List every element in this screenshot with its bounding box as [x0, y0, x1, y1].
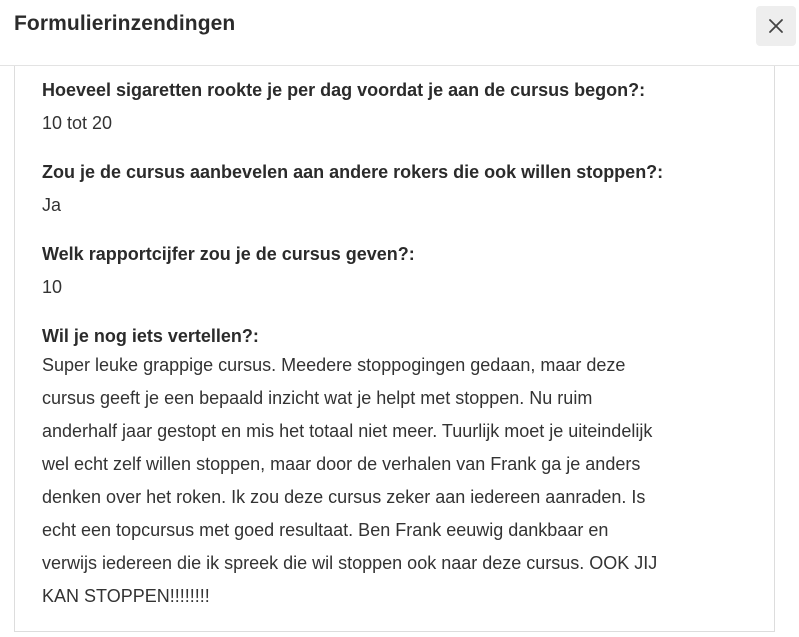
close-button[interactable]	[756, 6, 796, 46]
submission-item	[42, 160, 742, 218]
close-icon	[768, 18, 784, 34]
modal-header	[0, 0, 799, 66]
modal-title: Formulierinzendingen	[14, 12, 236, 35]
answer-value: 10	[42, 277, 63, 297]
question-label: Zou je de cursus aanbevelen aan andere rokers die ook willen stoppen?:	[42, 162, 664, 182]
submission-item	[42, 78, 742, 136]
submission-item	[42, 242, 742, 300]
question-label: Hoeveel sigaretten rookte je per dag voordat je aan de cursus begon?:	[42, 80, 646, 100]
answer-value: Ja	[42, 195, 62, 215]
question-label: Wil je nog iets vertellen?:	[42, 326, 259, 346]
answer-value: Super leuke grappige cursus. Meedere stoppogingen gedaan, maar deze cursus geeft je een bepaald inzicht wat je helpt met stoppen. Nu ruim anderhalf jaar gestopt en mis het totaal niet meer. Tuurlijk moet je uiteindelijk wel echt zelf willen stoppen, maar door de verhalen van Frank ga je anders denken over het roken. Ik zou deze cursus zeker aan iedereen aanraden. Is echt een topcursus met goed resultaat. Ben Frank eeuwig dankbaar en verwijs iedereen die ik spreek die wil stoppen ook naar deze cursus. OOK JIJ KAN STOPPEN!!!!!!!!	[42, 355, 658, 606]
submission-panel	[14, 66, 775, 632]
answer-value: 10 tot 20	[42, 113, 113, 133]
submission-item	[42, 324, 742, 613]
question-label: Welk rapportcijfer zou je de cursus geven?:	[42, 244, 415, 264]
